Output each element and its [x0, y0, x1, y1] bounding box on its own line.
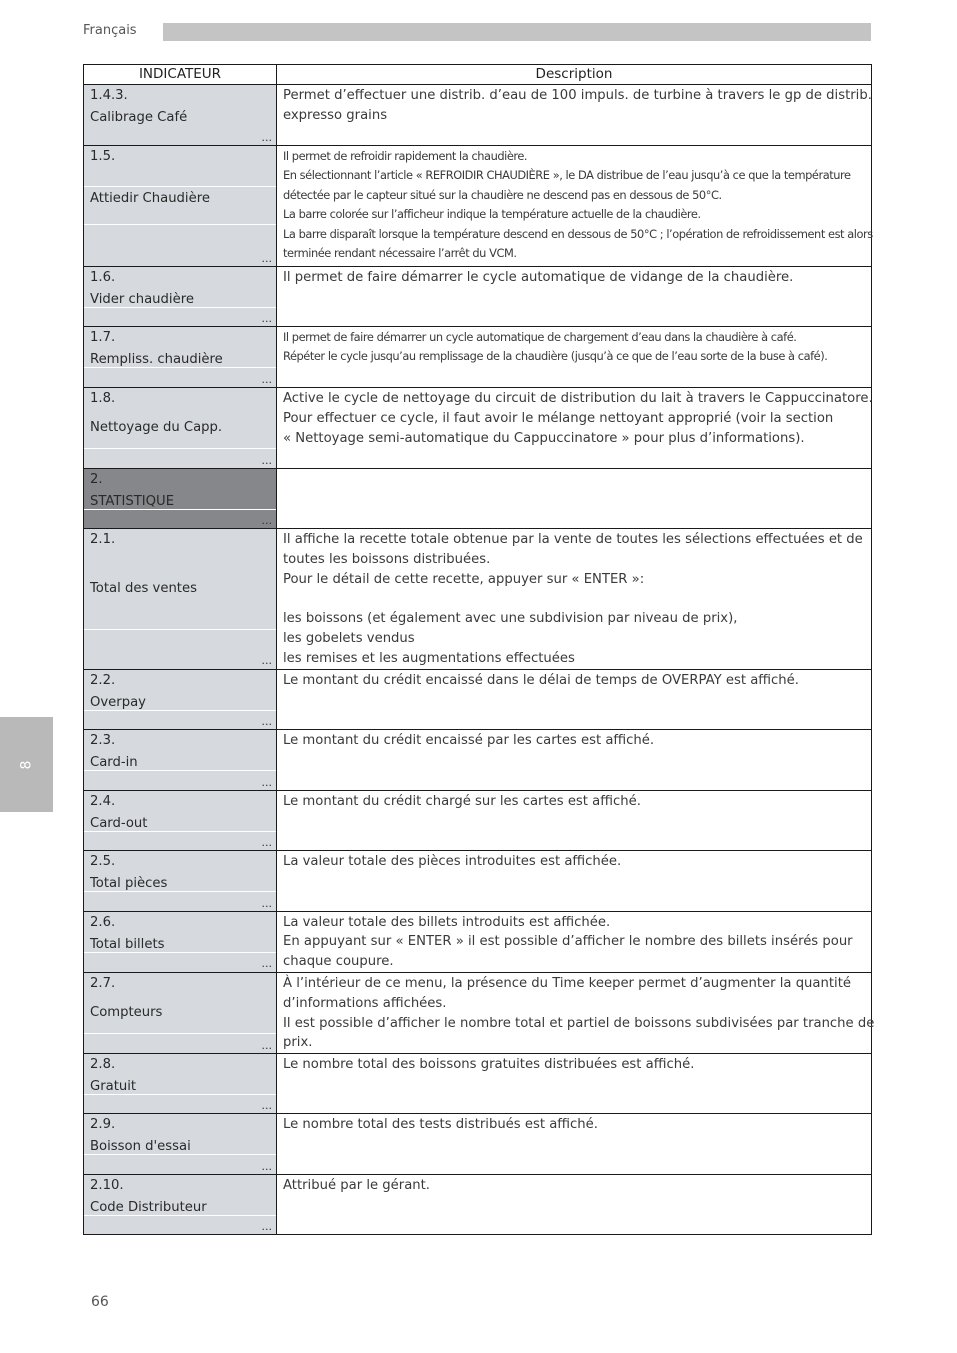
indicator-cell [84, 729, 277, 790]
table-row [84, 911, 872, 972]
description-line: En sélectionnant l’article « REFROIDIR CHAUDIÈRE », le DA distribue de l’eau jusqu’à ce que la température [283, 168, 851, 183]
indicator-name: Overpay [90, 694, 146, 710]
table-row [84, 729, 872, 790]
indicator-cell [84, 911, 277, 972]
description-line: les boissons (et également avec une subdivision par niveau de prix), [283, 611, 738, 627]
description-line: Il permet de faire démarrer un cycle automatique de chargement d’eau dans la chaudière à café. [283, 330, 797, 344]
description-line: La valeur totale des pièces introduites est affichée. [283, 853, 622, 869]
description-line: Permet d’effectuer une distrib. d’eau de 100 impuls. de turbine à travers le gp de distrib. [283, 88, 872, 103]
indicator-cell [84, 388, 277, 469]
description-line: d’informations affichées. [283, 995, 447, 1011]
description-line: Il affiche la recette totale obtenue par la vente de toutes les sélections effectuées et de [283, 532, 863, 547]
description-line: expresso grains [283, 107, 388, 123]
row-divider [84, 448, 276, 449]
indicator-cell [84, 327, 277, 388]
ellipsis-marker: ... [261, 654, 272, 667]
row-divider [84, 186, 276, 187]
description-line: Pour le détail de cette recette, appuyer sur « ENTER »: [283, 571, 645, 587]
description-line: Le montant du crédit encaissé par les cartes est affiché. [283, 732, 655, 748]
language-label: Français [83, 23, 137, 38]
table-row [84, 327, 872, 388]
description-line: Il permet de faire démarrer le cycle automatique de vidange de la chaudière. [283, 270, 794, 285]
description-line [283, 589, 865, 609]
indicator-cell [84, 1175, 277, 1235]
indicator-number: 2.7. [90, 975, 116, 991]
ellipsis-marker: ... [261, 373, 272, 386]
indicator-number: 2.1. [90, 532, 116, 547]
table-row [84, 1175, 872, 1235]
indicator-cell [84, 790, 277, 850]
description-cell [277, 669, 872, 729]
ellipsis-marker: ... [261, 1220, 272, 1234]
row-divider [84, 629, 276, 630]
ellipsis-marker: ... [261, 514, 272, 527]
table-body [84, 85, 875, 1235]
ellipsis-marker: ... [261, 896, 272, 910]
indicator-name: Total billets [90, 936, 165, 952]
indicator-name: Total pièces [90, 875, 168, 891]
ellipsis-marker: ... [261, 714, 272, 728]
row-divider [84, 224, 276, 225]
table-row [84, 146, 872, 267]
description-column-header: Description [277, 65, 872, 85]
indicator-number: 1.4.3. [90, 88, 128, 103]
indicator-column-header: INDICATEUR [84, 65, 277, 85]
indicator-name: Gratuit [90, 1079, 137, 1095]
description-cell [277, 911, 872, 972]
indicator-cell [84, 529, 277, 670]
description-line: Répéter le cycle jusqu’au remplissage de la chaudière (jusqu’à ce que de l’eau sorte de la buse à café). [283, 349, 828, 364]
description-line: les gobelets vendus [283, 630, 415, 646]
indicator-cell [84, 1054, 277, 1114]
description-line: Il permet de refroidir rapidement la chaudière. [283, 149, 528, 163]
indicator-number: 2. [90, 472, 103, 487]
indicator-name: Compteurs [90, 1004, 163, 1020]
indicator-cell [84, 267, 277, 327]
table-row [84, 972, 872, 1053]
description-cell [277, 790, 872, 850]
description-line: En appuyant sur « ENTER » il est possible d’afficher le nombre des billets insérés pour [283, 934, 853, 950]
ellipsis-marker: ... [261, 252, 272, 265]
description-line: Attribué par le gérant. [283, 1178, 430, 1194]
indicator-cell [84, 85, 277, 146]
indicator-name: STATISTIQUE [90, 494, 175, 509]
indicator-name: Nettoyage du Capp. [90, 420, 223, 435]
indicator-number: 2.3. [90, 732, 116, 748]
indicator-cell [84, 669, 277, 729]
indicator-table [83, 64, 875, 1235]
description-line: terminée rendant nécessaire l’arrêt du VCM. [283, 246, 517, 261]
description-cell [277, 388, 872, 469]
ellipsis-marker: ... [261, 131, 272, 144]
description-line: Le montant du crédit encaissé dans le délai de temps de OVERPAY est affiché. [283, 672, 799, 688]
description-line: les remises et les augmentations effectuées [283, 650, 575, 666]
indicator-number: 2.5. [90, 853, 116, 869]
indicator-number: 2.8. [90, 1057, 116, 1073]
description-line: La barre disparaît lorsque la température descend en dessous de 50°C ; l’opération de refroidissement est alors [283, 226, 873, 241]
table-row [84, 469, 872, 529]
description-line: Il est possible d’afficher le nombre total et partiel de boissons subdivisées par tranche de [283, 1015, 875, 1031]
chapter-tab [0, 717, 53, 812]
indicator-name: Card-out [90, 815, 148, 831]
indicator-number: 1.6. [90, 270, 116, 285]
description-cell [277, 1054, 872, 1114]
description-cell [277, 972, 875, 1053]
indicator-cell [84, 146, 277, 267]
description-line: toutes les boissons distribuées. [283, 551, 491, 567]
description-line: Le nombre total des tests distribués est affiché. [283, 1117, 598, 1133]
description-cell [277, 146, 872, 267]
table-row [84, 1114, 872, 1175]
description-line: Le montant du crédit chargé sur les cartes est affiché. [283, 793, 641, 809]
ellipsis-marker: ... [261, 312, 272, 325]
table-row [84, 1054, 872, 1114]
indicator-number: 1.8. [90, 391, 116, 406]
ellipsis-marker: ... [261, 1038, 272, 1052]
description-cell [277, 85, 872, 146]
description-cell [277, 327, 872, 388]
table-row [84, 529, 872, 670]
description-line: détectée par le capteur situé sur la chaudière ne descend pas en dessous de 50°C. [283, 187, 722, 202]
description-cell [277, 469, 872, 529]
description-cell [277, 1175, 872, 1235]
indicator-cell [84, 972, 277, 1053]
table-row [84, 790, 872, 850]
ellipsis-marker: ... [261, 835, 272, 849]
description-cell [277, 1114, 872, 1175]
description-line: chaque coupure. [283, 954, 394, 970]
table-row [84, 85, 872, 146]
ellipsis-marker: ... [261, 454, 272, 467]
indicator-number: 1.5. [90, 149, 116, 164]
ellipsis-marker: ... [261, 956, 272, 970]
indicator-name: Total des ventes [90, 581, 197, 596]
indicator-number: 2.6. [90, 914, 116, 930]
ellipsis-marker: ... [261, 1099, 272, 1113]
indicator-name: Rempliss. chaudière [90, 352, 223, 367]
indicator-number: 2.4. [90, 793, 116, 809]
description-cell [277, 729, 872, 790]
table-row [84, 267, 872, 327]
row-divider [84, 1033, 276, 1034]
table-row [84, 388, 872, 469]
indicator-name: Calibrage Café [90, 110, 188, 125]
description-line: prix. [283, 1035, 313, 1051]
indicator-number: 2.9. [90, 1117, 116, 1133]
indicator-name: Vider chaudière [90, 292, 194, 307]
header-bar [163, 23, 871, 41]
indicator-number: 1.7. [90, 330, 116, 345]
description-cell [277, 267, 872, 327]
indicator-name: Attiedir Chaudière [90, 191, 210, 206]
indicator-cell [84, 469, 277, 529]
description-cell [277, 850, 872, 911]
indicator-name: Code Distributeur [90, 1200, 207, 1216]
description-line: La barre colorée sur l’afficheur indique la température actuelle de la chaudière. [283, 207, 701, 222]
table-row [84, 669, 872, 729]
indicator-name: Boisson d'essai [90, 1139, 191, 1155]
page-number: 66 [91, 1294, 109, 1310]
table-header-row [84, 65, 872, 85]
chapter-tab-label: 8 [18, 760, 35, 769]
indicator-number: 2.2. [90, 672, 116, 688]
ellipsis-marker: ... [261, 1160, 272, 1174]
table-row [84, 850, 872, 911]
indicator-cell [84, 850, 277, 911]
description-line: À l’intérieur de ce menu, la présence du Time keeper permet d’augmenter la quantité [283, 975, 851, 991]
description-cell [277, 529, 872, 670]
description-line: « Nettoyage semi-automatique du Cappuccinatore » pour plus d’informations). [283, 430, 805, 446]
indicator-name: Card-in [90, 754, 138, 770]
ellipsis-marker: ... [261, 775, 272, 789]
description-line: Active le cycle de nettoyage du circuit de distribution du lait à travers le Cappuccinatore. [283, 391, 873, 406]
indicator-cell [84, 1114, 277, 1175]
description-line: La valeur totale des billets introduits est affichée. [283, 914, 611, 930]
description-line: Le nombre total des boissons gratuites distribuées est affiché. [283, 1057, 695, 1073]
description-line: Pour effectuer ce cycle, il faut avoir le mélange nettoyant approprié (voir la section [283, 410, 834, 426]
indicator-number: 2.10. [90, 1178, 124, 1194]
